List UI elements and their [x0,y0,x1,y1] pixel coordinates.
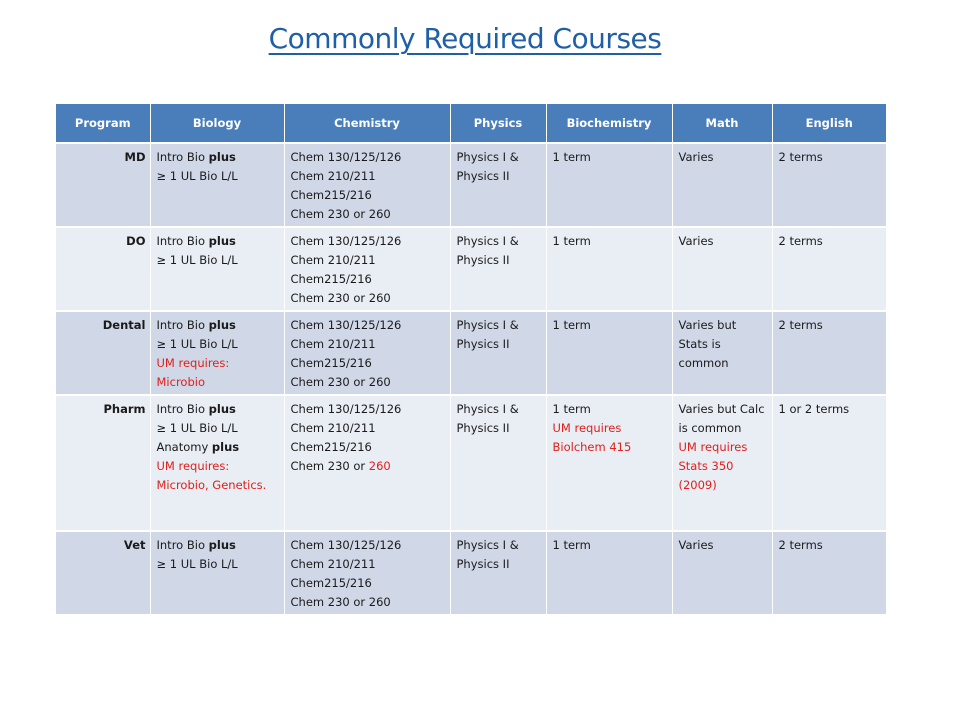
biology-cell [150,395,284,531]
chem-line: Chem 130/125/126 [290,234,402,248]
program-cell: MD [56,143,150,227]
biology-ul: ≥ 1 UL Bio L/L [156,253,238,267]
program-cell: Pharm [56,395,150,531]
physics-cell [450,531,546,614]
biology-ul: ≥ 1 UL Bio L/L [156,421,238,435]
program-cell: Dental [56,311,150,395]
biology-ul: ≥ 1 UL Bio L/L [156,337,238,351]
chem-line: Chem 130/125/126 [290,402,402,416]
chem-line: Chem 210/211 [290,557,376,571]
english-cell: 2 terms [772,143,886,227]
biochemistry-cell: 1 term [546,143,672,227]
chem-line: Chem215/216 [290,356,372,370]
physics-cell [450,227,546,311]
biology-plus: plus [208,234,236,248]
english-cell: 2 terms [772,531,886,614]
math-text: Varies but Calc is common [678,402,765,435]
biochemistry-cell: 1 term [546,531,672,614]
header-biology: Biology [150,104,284,143]
biology-text: Intro Bio [156,402,209,416]
math-text: Varies but Stats is common [678,318,737,370]
chemistry-cell [284,395,450,531]
chem-260-note: 260 [368,459,391,473]
biology-ul: ≥ 1 UL Bio L/L [156,169,238,183]
biology-um-note: UM requires: Microbio, Genetics. [156,459,267,492]
header-chemistry: Chemistry [284,104,450,143]
biology-text: Intro Bio [156,234,209,248]
math-cell [672,395,772,531]
biology-plus: plus [208,318,236,332]
chem-line: Chem 130/125/126 [290,318,402,332]
chem-line: Chem215/216 [290,576,372,590]
courses-table [56,104,886,614]
chem-line: Chem 130/125/126 [290,150,402,164]
biology-cell [150,531,284,614]
table-row [56,227,886,311]
table-header-row [56,104,886,143]
physics-cell [450,311,546,395]
math-um-note: UM requires Stats 350 (2009) [678,440,748,492]
chemistry-cell [284,531,450,614]
table-row [56,531,886,614]
header-program: Program [56,104,150,143]
chem-line: Chem215/216 [290,440,372,454]
chemistry-cell [284,227,450,311]
biochemistry-cell [546,395,672,531]
physics-cell [450,143,546,227]
chem-line: Chem 130/125/126 [290,538,402,552]
program-cell: Vet [56,531,150,614]
english-cell: 2 terms [772,227,886,311]
biology-cell [150,227,284,311]
chem-line: Chem 210/211 [290,337,376,351]
header-biochemistry: Biochemistry [546,104,672,143]
biochemistry-um-note: UM requires Biolchem 415 [552,421,632,454]
table-row [56,143,886,227]
math-cell [672,311,772,395]
biology-plus: plus [208,402,236,416]
page-title: Commonly Required Courses [268,22,662,55]
chemistry-cell [284,143,450,227]
table-row [56,311,886,395]
header-english: English [772,104,886,143]
program-cell: DO [56,227,150,311]
biology-text: Intro Bio [156,318,209,332]
biology-cell [150,311,284,395]
math-cell: Varies [672,227,772,311]
physics-text: Physics I & Physics II [456,150,519,183]
table-row [56,395,886,531]
chem-line: Chem 230 or 260 [290,291,391,305]
chemistry-cell [284,311,450,395]
biochemistry-cell: 1 term [546,227,672,311]
biology-plus: plus [208,538,236,552]
biochemistry-cell: 1 term [546,311,672,395]
chem-line: Chem 210/211 [290,421,376,435]
biology-ul: ≥ 1 UL Bio L/L [156,557,238,571]
biology-plus: plus [208,150,236,164]
chem-line: Chem215/216 [290,188,372,202]
chem-line: Chem 230 or 260 [290,375,391,389]
physics-text: Physics I & Physics II [456,402,519,435]
chem-line: Chem 230 or [290,459,369,473]
english-cell: 2 terms [772,311,886,395]
biology-cell [150,143,284,227]
header-math: Math [672,104,772,143]
chem-line: Chem 230 or 260 [290,207,391,221]
chem-line: Chem 230 or 260 [290,595,391,609]
header-physics: Physics [450,104,546,143]
chem-line: Chem 210/211 [290,169,376,183]
math-cell: Varies [672,143,772,227]
english-cell: 1 or 2 terms [772,395,886,531]
chem-line: Chem215/216 [290,272,372,286]
biology-text: Intro Bio [156,150,209,164]
biology-um-note: UM requires: Microbio [156,356,230,389]
anatomy-text: Anatomy [156,440,212,454]
physics-cell [450,395,546,531]
physics-text: Physics I & Physics II [456,234,519,267]
anatomy-plus: plus [211,440,240,454]
biochemistry-text: 1 term [552,402,591,416]
biology-text: Intro Bio [156,538,209,552]
physics-text: Physics I & Physics II [456,538,519,571]
chem-line: Chem 210/211 [290,253,376,267]
physics-text: Physics I & Physics II [456,318,519,351]
math-cell: Varies [672,531,772,614]
